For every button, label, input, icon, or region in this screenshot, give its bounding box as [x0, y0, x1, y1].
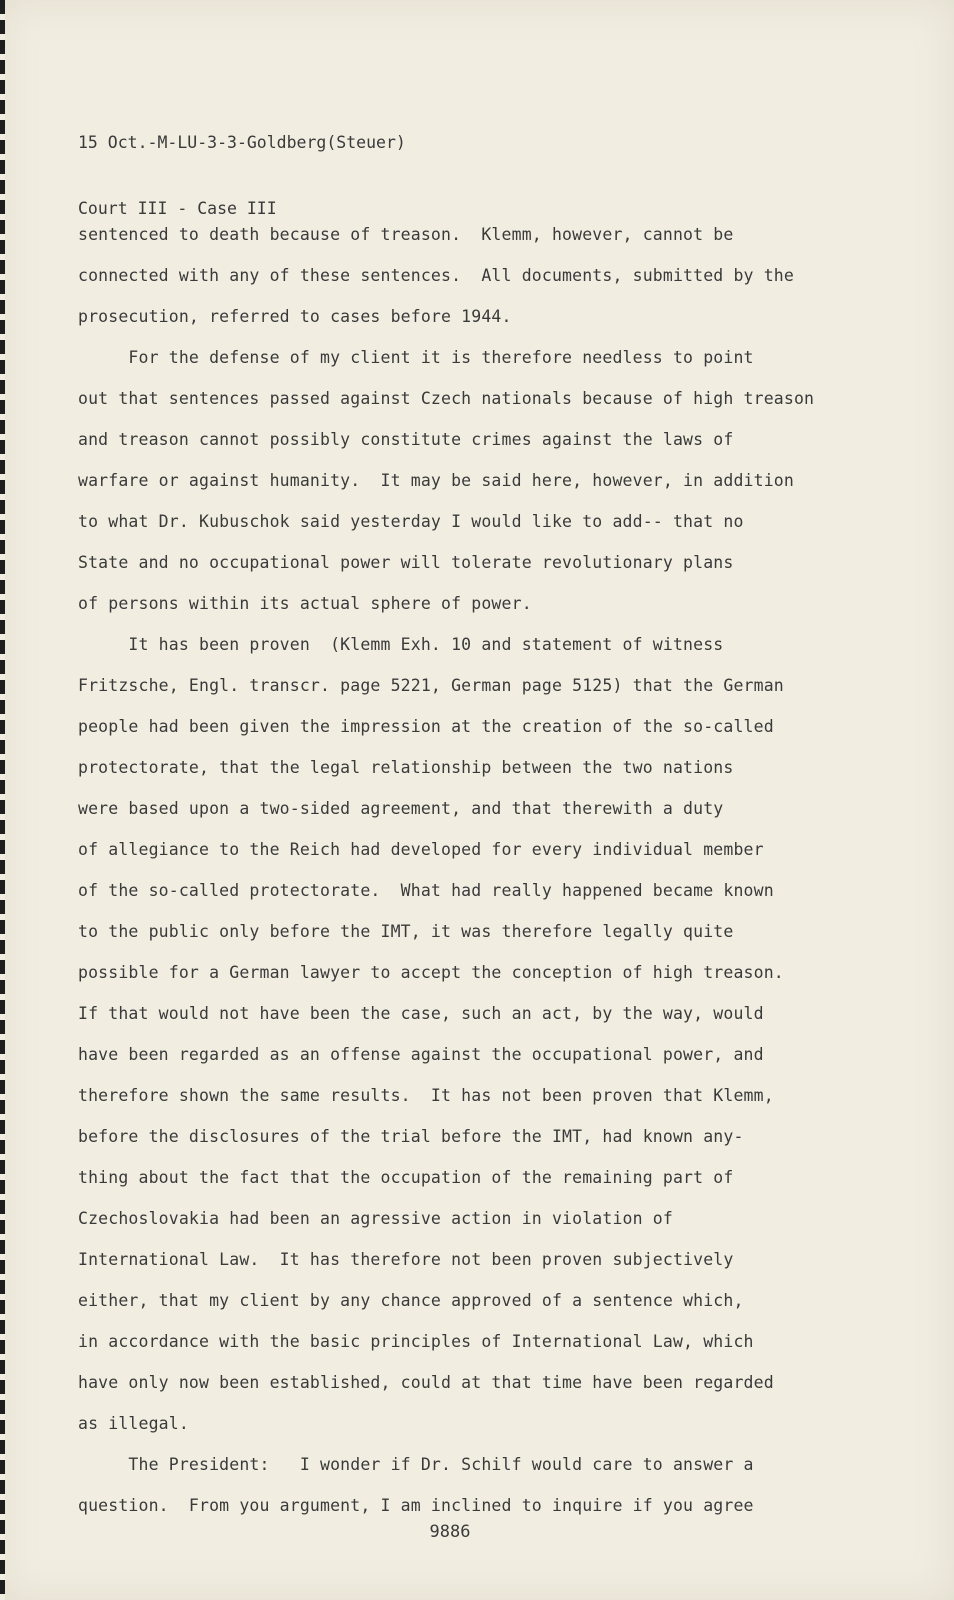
body-line: people had been given the impression at the creation of the so-called — [78, 717, 774, 736]
body-line: of the so-called protectorate. What had really happened became known — [78, 881, 774, 900]
document-body — [78, 214, 814, 1526]
body-line: have only now been established, could at that time have been regarded — [78, 1373, 774, 1392]
body-line: either, that my client by any chance approved of a sentence which, — [78, 1291, 744, 1310]
body-line: possible for a German lawyer to accept the conception of high treason. — [78, 963, 784, 982]
body-line: before the disclosures of the trial before the IMT, had known any- — [78, 1127, 744, 1146]
body-line: prosecution, referred to cases before 1944. — [78, 307, 512, 326]
body-line: connected with any of these sentences. All documents, submitted by the — [78, 266, 794, 285]
binding-edge — [0, 0, 5, 1600]
body-line: out that sentences passed against Czech nationals because of high treason — [78, 389, 815, 408]
body-line: Fritzsche, Engl. transcr. page 5221, German page 5125) that the German — [78, 676, 784, 695]
body-line: The President: I wonder if Dr. Schilf would care to answer a — [78, 1455, 754, 1474]
body-line: protectorate, that the legal relationship between the two nations — [78, 758, 734, 777]
page-number: 9886 — [429, 1522, 471, 1542]
body-line: International Law. It has therefore not been proven subjectively — [78, 1250, 734, 1269]
body-line: If that would not have been the case, such an act, by the way, would — [78, 1004, 764, 1023]
body-line: For the defense of my client it is therefore needless to point — [78, 348, 754, 367]
body-line: as illegal. — [78, 1414, 189, 1433]
body-line: question. From you argument, I am inclined to inquire if you agree — [78, 1496, 754, 1515]
body-line: warfare or against humanity. It may be said here, however, in addition — [78, 471, 794, 490]
body-line: to the public only before the IMT, it was therefore legally quite — [78, 922, 734, 941]
header-line-2: Court III - Case III — [78, 199, 277, 218]
body-line: of persons within its actual sphere of power. — [78, 594, 532, 613]
body-line: It has been proven (Klemm Exh. 10 and statement of witness — [78, 635, 724, 654]
body-line: therefore shown the same results. It has not been proven that Klemm, — [78, 1086, 774, 1105]
body-line: to what Dr. Kubuschok said yesterday I would like to add-- that no — [78, 512, 744, 531]
body-line: thing about the fact that the occupation of the remaining part of — [78, 1168, 734, 1187]
body-line: have been regarded as an offense against the occupational power, and — [78, 1045, 764, 1064]
header-line-1: 15 Oct.-M-LU-3-3-Goldberg(Steuer) — [78, 133, 406, 152]
body-line: in accordance with the basic principles of International Law, which — [78, 1332, 754, 1351]
body-line: Czechoslovakia had been an agressive action in violation of — [78, 1209, 673, 1228]
body-line: sentenced to death because of treason. Klemm, however, cannot be — [78, 225, 734, 244]
body-line: State and no occupational power will tolerate revolutionary plans — [78, 553, 734, 572]
body-line: were based upon a two-sided agreement, and that therewith a duty — [78, 799, 724, 818]
body-line: and treason cannot possibly constitute crimes against the laws of — [78, 430, 734, 449]
body-line: of allegiance to the Reich had developed for every individual member — [78, 840, 764, 859]
